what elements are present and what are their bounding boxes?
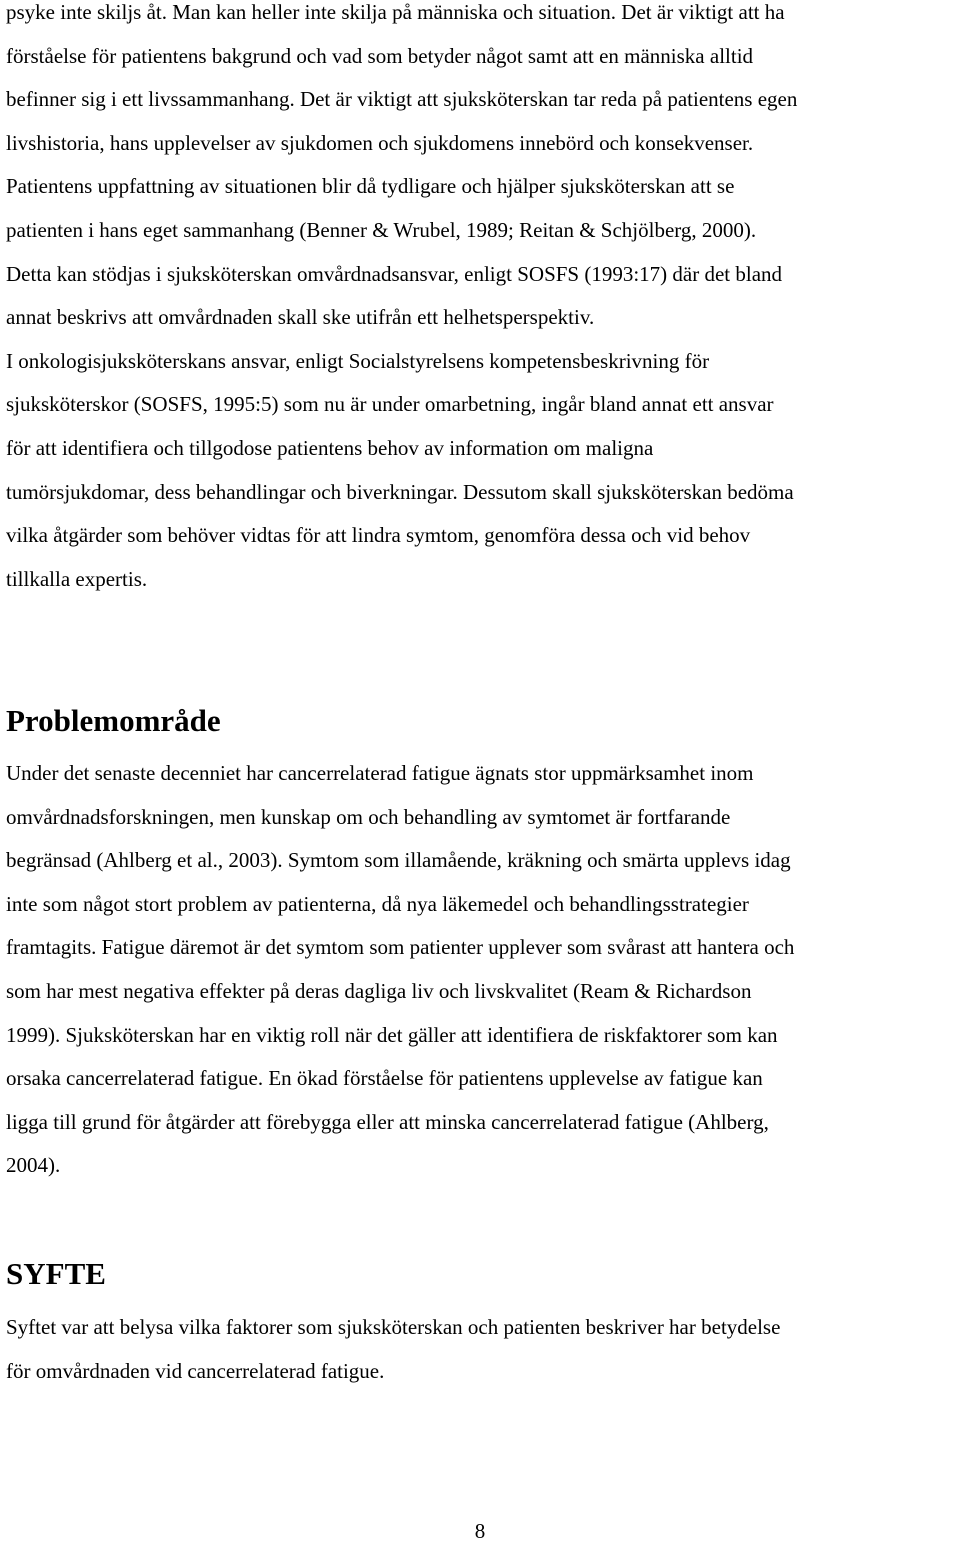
- text-line: för omvårdnaden vid cancerrelaterad fatigue.: [6, 1358, 385, 1383]
- text-line: vilka åtgärder som behöver vidtas för att lindra symtom, genomföra dessa och vid behov: [6, 523, 751, 548]
- text-line: 2004).: [6, 1153, 61, 1178]
- aim-heading: SYFTE: [6, 1256, 106, 1291]
- text-line: Under det senaste decenniet har cancerrelaterad fatigue ägnats stor uppmärksamhet inom: [6, 761, 754, 785]
- text-line: för att identifiera och tillgodose patientens behov av information om maligna: [6, 435, 654, 460]
- text-line: Patientens uppfattning av situationen blir då tydligare och hjälper sjuksköterskan att se: [6, 174, 735, 199]
- text-line: patienten i hans eget sammanhang (Benner & Wrubel, 1989; Reitan & Schjölberg, 2000).: [6, 217, 757, 242]
- intro-paragraph: [6, 0, 958, 601]
- text-line: omvårdnadsforskningen, men kunskap om och behandling av symtomet är fortfarande: [6, 804, 731, 829]
- text-line: tumörsjukdomar, dess behandlingar och biverkningar. Dessutom skall sjuksköterskan bedöma: [6, 479, 794, 504]
- page-number: 8: [474, 1519, 486, 1543]
- text-line: ligga till grund för åtgärder att förebygga eller att minska cancerrelaterad fatigue (Ahlberg,: [6, 1109, 769, 1134]
- problem-heading: Problemområde: [6, 703, 221, 738]
- text-line: framtagits. Fatigue däremot är det symtom som patienter upplever som svårast att hantera och: [6, 935, 795, 960]
- text-line: Syftet var att belysa vilka faktorer som sjuksköterskan och patienten beskriver har betydelse: [6, 1315, 781, 1339]
- text-line: tillkalla expertis.: [6, 566, 148, 591]
- text-line: annat beskrivs att omvårdnaden skall ske utifrån ett helhetsperspektiv.: [6, 305, 595, 330]
- text-line: inte som något stort problem av patienterna, då nya läkemedel och behandlingsstrategier: [6, 891, 749, 916]
- problem-paragraph: [6, 752, 958, 1188]
- text-line: förståelse för patientens bakgrund och vad som betyder något samt att en människa alltid: [6, 43, 754, 68]
- text-line: sjuksköterskor (SOSFS, 1995:5) som nu är under omarbetning, ingår bland annat ett ansvar: [6, 392, 774, 417]
- text-line: begränsad (Ahlberg et al., 2003). Symtom som illamående, kräkning och smärta upplevs idag: [6, 848, 791, 873]
- aim-paragraph: [6, 1306, 958, 1393]
- text-line: 1999). Sjuksköterskan har en viktig roll när det gäller att identifiera de riskfaktorer som kan: [6, 1022, 778, 1047]
- text-line: psyke inte skiljs åt. Man kan heller inte skilja på människa och situation. Det är viktigt att ha: [6, 0, 785, 24]
- text-line: I onkologisjuksköterskans ansvar, enligt Socialstyrelsens kompetensbeskrivning för: [6, 348, 710, 373]
- text-line: livshistoria, hans upplevelser av sjukdomen och sjukdomens innebörd och konsekvenser.: [6, 130, 754, 155]
- text-line: som har mest negativa effekter på deras dagliga liv och livskvalitet (Ream & Richardson: [6, 978, 752, 1003]
- text-line: orsaka cancerrelaterad fatigue. En ökad förståelse för patientens upplevelse av fatigue kan: [6, 1066, 763, 1091]
- text-line: befinner sig i ett livssammanhang. Det är viktigt att sjuksköterskan tar reda på patientens egen: [6, 87, 798, 112]
- text-line: Detta kan stödjas i sjuksköterskan omvårdnadsansvar, enligt SOSFS (1993:17) där det bland: [6, 261, 783, 286]
